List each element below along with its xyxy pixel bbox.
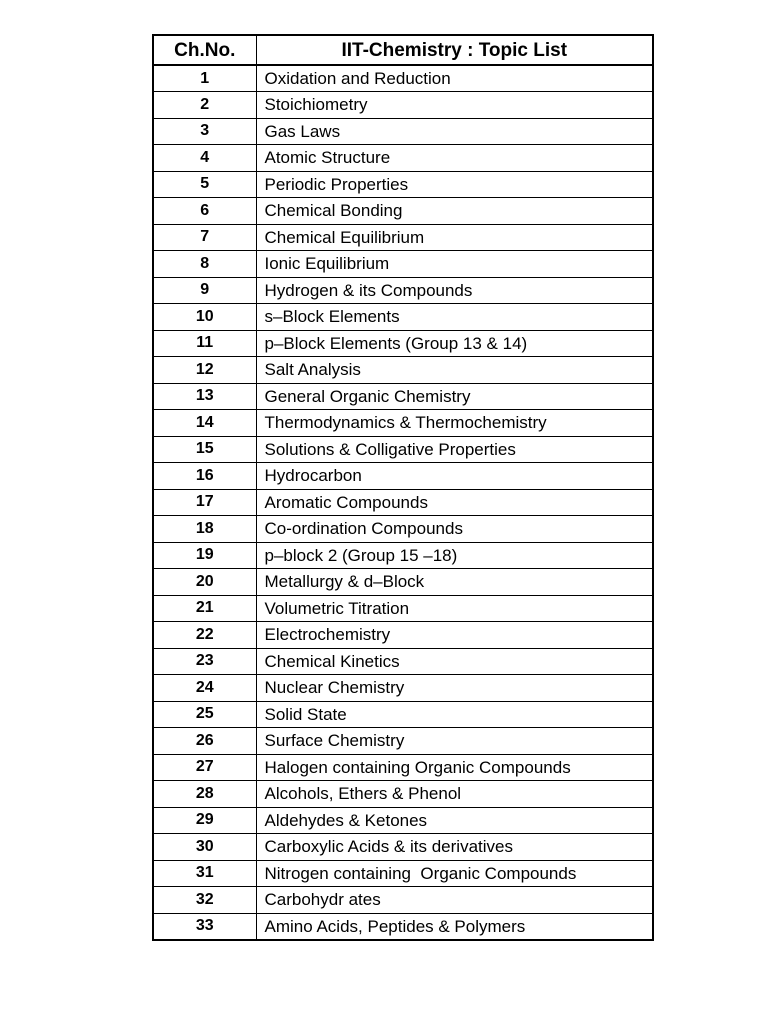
table-row bbox=[153, 330, 653, 357]
chapter-number: 27 bbox=[153, 754, 256, 781]
chapter-number: 18 bbox=[153, 516, 256, 543]
chapter-topic: Nitrogen containing Organic Compounds bbox=[256, 860, 653, 887]
chapter-number: 23 bbox=[153, 648, 256, 675]
chapter-topic: Stoichiometry bbox=[256, 92, 653, 119]
chapter-number: 10 bbox=[153, 304, 256, 331]
table-row bbox=[153, 436, 653, 463]
table-row bbox=[153, 569, 653, 596]
chapter-number: 3 bbox=[153, 118, 256, 145]
table-row bbox=[153, 357, 653, 384]
chapter-number: 24 bbox=[153, 675, 256, 702]
table-row bbox=[153, 754, 653, 781]
table-row bbox=[153, 251, 653, 278]
chapter-topic: Atomic Structure bbox=[256, 145, 653, 172]
table-row bbox=[153, 463, 653, 490]
chapter-number: 22 bbox=[153, 622, 256, 649]
table-row bbox=[153, 277, 653, 304]
table-row bbox=[153, 198, 653, 225]
table-row bbox=[153, 887, 653, 914]
table-row bbox=[153, 728, 653, 755]
table-row bbox=[153, 92, 653, 119]
table-row bbox=[153, 675, 653, 702]
chapter-topic: Co-ordination Compounds bbox=[256, 516, 653, 543]
table-row bbox=[153, 171, 653, 198]
table-row bbox=[153, 65, 653, 92]
table-row bbox=[153, 410, 653, 437]
chapter-topic: Solutions & Colligative Properties bbox=[256, 436, 653, 463]
chapter-number: 8 bbox=[153, 251, 256, 278]
chapter-number: 30 bbox=[153, 834, 256, 861]
chapter-number: 25 bbox=[153, 701, 256, 728]
chapter-number: 26 bbox=[153, 728, 256, 755]
table-row bbox=[153, 913, 653, 940]
chapter-topic: p–Block Elements (Group 13 & 14) bbox=[256, 330, 653, 357]
chapter-number: 31 bbox=[153, 860, 256, 887]
chapter-number: 29 bbox=[153, 807, 256, 834]
chapter-topic: Oxidation and Reduction bbox=[256, 65, 653, 92]
table-row bbox=[153, 542, 653, 569]
table-row bbox=[153, 781, 653, 808]
chapter-topic: Thermodynamics & Thermochemistry bbox=[256, 410, 653, 437]
chapter-topic: General Organic Chemistry bbox=[256, 383, 653, 410]
chapter-topic: Solid State bbox=[256, 701, 653, 728]
chapter-number: 33 bbox=[153, 913, 256, 940]
table-row bbox=[153, 489, 653, 516]
chapter-number: 16 bbox=[153, 463, 256, 490]
chapter-topic: Hydrocarbon bbox=[256, 463, 653, 490]
chapter-topic: Electrochemistry bbox=[256, 622, 653, 649]
chapter-number: 1 bbox=[153, 65, 256, 92]
chapter-number: 14 bbox=[153, 410, 256, 437]
header-row bbox=[153, 35, 653, 65]
chapter-topic: Volumetric Titration bbox=[256, 595, 653, 622]
chapter-number: 9 bbox=[153, 277, 256, 304]
table-row bbox=[153, 701, 653, 728]
chapter-number: 20 bbox=[153, 569, 256, 596]
chapter-number: 19 bbox=[153, 542, 256, 569]
chapter-topic: Aromatic Compounds bbox=[256, 489, 653, 516]
table-row bbox=[153, 145, 653, 172]
chapter-topic: p–block 2 (Group 15 –18) bbox=[256, 542, 653, 569]
chapter-topic: Carboxylic Acids & its derivatives bbox=[256, 834, 653, 861]
table-row bbox=[153, 860, 653, 887]
table-row bbox=[153, 118, 653, 145]
chapter-number: 6 bbox=[153, 198, 256, 225]
chapter-number: 17 bbox=[153, 489, 256, 516]
chapter-topic: Alcohols, Ethers & Phenol bbox=[256, 781, 653, 808]
table-row bbox=[153, 648, 653, 675]
table-row bbox=[153, 834, 653, 861]
table-row bbox=[153, 807, 653, 834]
chapter-topic: Amino Acids, Peptides & Polymers bbox=[256, 913, 653, 940]
chapter-topic: Hydrogen & its Compounds bbox=[256, 277, 653, 304]
table-row bbox=[153, 383, 653, 410]
table-row bbox=[153, 516, 653, 543]
chapter-number: 7 bbox=[153, 224, 256, 251]
chapter-number: 5 bbox=[153, 171, 256, 198]
chapter-topic: Salt Analysis bbox=[256, 357, 653, 384]
topic-list-table bbox=[152, 34, 654, 941]
table-row bbox=[153, 622, 653, 649]
table-header bbox=[153, 35, 653, 65]
chapter-topic: Gas Laws bbox=[256, 118, 653, 145]
chapter-number: 4 bbox=[153, 145, 256, 172]
chapter-topic: Ionic Equilibrium bbox=[256, 251, 653, 278]
chapter-number: 2 bbox=[153, 92, 256, 119]
chapter-topic: s–Block Elements bbox=[256, 304, 653, 331]
chapter-topic: Chemical Kinetics bbox=[256, 648, 653, 675]
chapter-topic: Halogen containing Organic Compounds bbox=[256, 754, 653, 781]
chapter-topic: Chemical Equilibrium bbox=[256, 224, 653, 251]
table-row bbox=[153, 304, 653, 331]
chapter-topic: Metallurgy & d–Block bbox=[256, 569, 653, 596]
chapter-number-header: Ch.No. bbox=[153, 35, 256, 65]
chapter-topic: Surface Chemistry bbox=[256, 728, 653, 755]
chapter-number: 15 bbox=[153, 436, 256, 463]
chapter-number: 11 bbox=[153, 330, 256, 357]
chapter-number: 32 bbox=[153, 887, 256, 914]
chapter-topic: Chemical Bonding bbox=[256, 198, 653, 225]
table-row bbox=[153, 595, 653, 622]
chapter-number: 12 bbox=[153, 357, 256, 384]
chapter-topic: Nuclear Chemistry bbox=[256, 675, 653, 702]
table-row bbox=[153, 224, 653, 251]
chapter-number: 28 bbox=[153, 781, 256, 808]
chapter-topic: Carbohydr ates bbox=[256, 887, 653, 914]
chapter-topic: Periodic Properties bbox=[256, 171, 653, 198]
chapter-number: 21 bbox=[153, 595, 256, 622]
topic-list-title: IIT-Chemistry : Topic List bbox=[256, 35, 653, 65]
chapter-topic: Aldehydes & Ketones bbox=[256, 807, 653, 834]
table-body bbox=[153, 65, 653, 940]
chapter-number: 13 bbox=[153, 383, 256, 410]
